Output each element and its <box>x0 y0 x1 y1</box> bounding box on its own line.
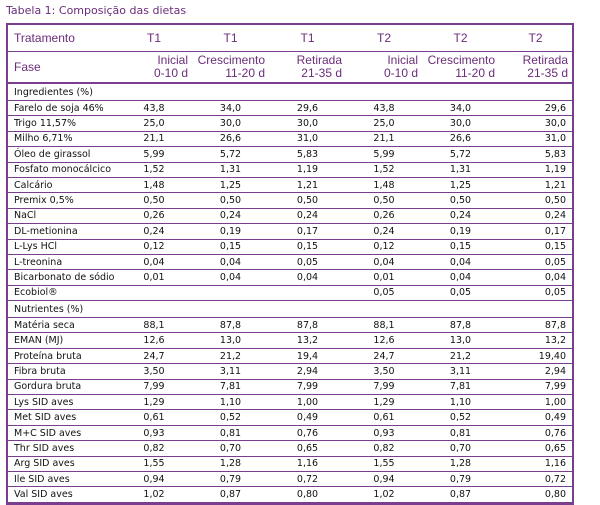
table-cell: 0,04 <box>192 270 269 285</box>
table-cell: 5,83 <box>269 147 346 162</box>
table-cell: 5,83 <box>499 147 572 162</box>
diet-composition-table-frame <box>6 23 574 505</box>
table-cell: 0,49 <box>499 410 572 425</box>
table-caption: Tabela 1: Composição das dietas <box>6 4 187 17</box>
table-cell: 0,93 <box>116 425 192 440</box>
table-row <box>8 318 572 333</box>
table-cell: 13,2 <box>499 333 572 348</box>
table-cell: 0,04 <box>422 270 499 285</box>
table-cell: 5,99 <box>346 147 422 162</box>
row-label: L-treonina <box>8 254 116 269</box>
phase-name: Crescimento <box>427 53 495 67</box>
phase-period: 21-35 d <box>527 66 568 80</box>
table-cell: 30,0 <box>499 116 572 131</box>
table-cell: 1,19 <box>269 162 346 177</box>
table-cell: 34,0 <box>192 101 269 116</box>
table-cell: 0,50 <box>499 193 572 208</box>
table-cell: 3,11 <box>192 364 269 379</box>
table-row <box>8 239 572 254</box>
phase-period: 11-20 d <box>455 66 495 80</box>
section-title: Nutrientes (%) <box>8 301 572 318</box>
table-row <box>8 333 572 348</box>
table-row <box>8 162 572 177</box>
table-cell: 0,81 <box>422 425 499 440</box>
table-cell: 0,80 <box>499 487 572 502</box>
table-cell: 19,40 <box>499 348 572 363</box>
table-row <box>8 101 572 116</box>
table-cell: 1,48 <box>346 177 422 192</box>
table-cell: 1,25 <box>192 177 269 192</box>
table-cell: 7,99 <box>346 379 422 394</box>
table-cell: 0,01 <box>346 270 422 285</box>
header-treatment-cell: T1 <box>269 25 346 52</box>
table-cell: 0,24 <box>422 208 499 223</box>
phase-name: Inicial <box>157 53 188 67</box>
table-cell: 12,6 <box>116 333 192 348</box>
table-cell <box>269 285 346 300</box>
table-cell: 0,50 <box>422 193 499 208</box>
table-cell: 26,6 <box>192 131 269 146</box>
row-label: Calcário <box>8 177 116 192</box>
table-cell: 0,26 <box>346 208 422 223</box>
table-cell: 0,24 <box>192 208 269 223</box>
table-cell: 1,10 <box>422 395 499 410</box>
table-cell: 19,4 <box>269 348 346 363</box>
table-row <box>8 471 572 486</box>
table-cell: 0,87 <box>192 487 269 502</box>
table-cell: 0,76 <box>499 425 572 440</box>
table-cell: 0,52 <box>422 410 499 425</box>
table-cell: 21,2 <box>192 348 269 363</box>
table-cell: 1,21 <box>269 177 346 192</box>
table-cell: 21,2 <box>422 348 499 363</box>
table-cell: 1,28 <box>422 456 499 471</box>
row-label: Trigo 11,57% <box>8 116 116 131</box>
table-cell: 0,24 <box>499 208 572 223</box>
table-cell: 24,7 <box>346 348 422 363</box>
table-cell: 7,81 <box>422 379 499 394</box>
table-cell: 0,52 <box>192 410 269 425</box>
header-treatment-cell: T1 <box>192 25 269 52</box>
table-cell: 0,82 <box>116 441 192 456</box>
table-cell: 1,21 <box>499 177 572 192</box>
table-cell: 0,15 <box>192 239 269 254</box>
table-cell: 13,2 <box>269 333 346 348</box>
table-cell: 0,05 <box>346 285 422 300</box>
table-cell <box>116 285 192 300</box>
phase-name: Retirada <box>296 53 342 67</box>
header-label-treatment: Tratamento <box>8 25 116 52</box>
row-label: Ecobiol® <box>8 285 116 300</box>
table-cell: 0,24 <box>269 208 346 223</box>
table-cell: 1,55 <box>346 456 422 471</box>
row-label: M+C SID aves <box>8 425 116 440</box>
table-cell: 0,94 <box>346 471 422 486</box>
table-cell: 1,52 <box>346 162 422 177</box>
table-cell: 29,6 <box>269 101 346 116</box>
row-label: Bicarbonato de sódio <box>8 270 116 285</box>
table-cell: 12,6 <box>346 333 422 348</box>
table-cell: 3,11 <box>422 364 499 379</box>
table-cell: 0,49 <box>269 410 346 425</box>
row-label: Ile SID aves <box>8 471 116 486</box>
row-label: Fibra bruta <box>8 364 116 379</box>
table-row <box>8 487 572 502</box>
table-cell: 1,16 <box>499 456 572 471</box>
table-cell: 30,0 <box>422 116 499 131</box>
table-cell: 0,04 <box>499 270 572 285</box>
table-cell: 2,94 <box>499 364 572 379</box>
table-cell: 0,65 <box>499 441 572 456</box>
table-cell: 13,0 <box>192 333 269 348</box>
row-label: NaCl <box>8 208 116 223</box>
table-cell: 31,0 <box>269 131 346 146</box>
nutrients-section-header <box>8 301 572 318</box>
table-cell: 43,8 <box>116 101 192 116</box>
row-label: Arg SID aves <box>8 456 116 471</box>
header-phase-cell <box>346 52 422 84</box>
table-cell: 7,99 <box>269 379 346 394</box>
ingredients-section-header <box>8 83 572 101</box>
table-cell: 87,8 <box>192 318 269 333</box>
row-label: L-Lys HCl <box>8 239 116 254</box>
header-treatment-cell: T2 <box>499 25 572 52</box>
table-cell: 1,48 <box>116 177 192 192</box>
table-cell: 1,29 <box>346 395 422 410</box>
diet-composition-table <box>8 25 572 503</box>
phase-name: Crescimento <box>197 53 265 67</box>
table-cell: 0,05 <box>499 254 572 269</box>
table-cell: 0,04 <box>269 270 346 285</box>
table-cell: 34,0 <box>422 101 499 116</box>
row-label: Met SID aves <box>8 410 116 425</box>
table-cell: 88,1 <box>116 318 192 333</box>
table-row <box>8 441 572 456</box>
phase-name: Retirada <box>522 53 568 67</box>
table-cell: 1,31 <box>192 162 269 177</box>
header-phase-cell <box>116 52 192 84</box>
table-row <box>8 116 572 131</box>
phase-period: 0-10 d <box>153 66 188 80</box>
header-label-phase: Fase <box>8 52 116 84</box>
row-label: Gordura bruta <box>8 379 116 394</box>
table-cell: 43,8 <box>346 101 422 116</box>
table-cell: 30,0 <box>269 116 346 131</box>
table-cell: 0,65 <box>269 441 346 456</box>
table-cell: 0,17 <box>269 224 346 239</box>
table-cell: 0,19 <box>192 224 269 239</box>
table-cell: 0,50 <box>192 193 269 208</box>
table-cell: 1,10 <box>192 395 269 410</box>
table-cell: 0,15 <box>269 239 346 254</box>
table-row <box>8 208 572 223</box>
table-row <box>8 395 572 410</box>
table-row <box>8 147 572 162</box>
row-label: DL-metionina <box>8 224 116 239</box>
table-cell: 0,12 <box>116 239 192 254</box>
table-cell: 3,50 <box>116 364 192 379</box>
table-cell: 0,61 <box>346 410 422 425</box>
table-cell: 24,7 <box>116 348 192 363</box>
table-cell <box>192 285 269 300</box>
table-row <box>8 177 572 192</box>
row-label: Fosfato monocálcico <box>8 162 116 177</box>
header-phase-cell <box>192 52 269 84</box>
table-cell: 5,72 <box>192 147 269 162</box>
table-cell: 0,61 <box>116 410 192 425</box>
table-cell: 0,50 <box>346 193 422 208</box>
table-cell: 30,0 <box>192 116 269 131</box>
table-row <box>8 456 572 471</box>
table-row <box>8 364 572 379</box>
table-cell: 0,05 <box>269 254 346 269</box>
table-cell: 0,04 <box>116 254 192 269</box>
table-cell: 1,25 <box>422 177 499 192</box>
table-cell: 0,04 <box>346 254 422 269</box>
phase-name: Inicial <box>387 53 418 67</box>
table-cell: 26,6 <box>422 131 499 146</box>
header-treatment-cell: T2 <box>346 25 422 52</box>
table-cell: 0,04 <box>192 254 269 269</box>
table-row <box>8 285 572 300</box>
table-cell: 0,94 <box>116 471 192 486</box>
table-cell: 0,24 <box>346 224 422 239</box>
table-row <box>8 193 572 208</box>
table-cell: 1,00 <box>269 395 346 410</box>
header-row-phase <box>8 52 572 84</box>
table-cell: 0,15 <box>422 239 499 254</box>
row-label: Val SID aves <box>8 487 116 502</box>
table-cell: 1,00 <box>499 395 572 410</box>
table-cell: 87,8 <box>499 318 572 333</box>
table-cell: 0,72 <box>269 471 346 486</box>
table-cell: 1,02 <box>346 487 422 502</box>
row-label: Lys SID aves <box>8 395 116 410</box>
row-label: Thr SID aves <box>8 441 116 456</box>
table-cell: 0,17 <box>499 224 572 239</box>
table-row <box>8 254 572 269</box>
table-cell: 0,15 <box>499 239 572 254</box>
header-treatment-cell: T1 <box>116 25 192 52</box>
table-cell: 88,1 <box>346 318 422 333</box>
table-cell: 0,04 <box>422 254 499 269</box>
row-label: Óleo de girassol <box>8 147 116 162</box>
table-cell: 0,50 <box>116 193 192 208</box>
table-cell: 0,93 <box>346 425 422 440</box>
table-cell: 0,76 <box>269 425 346 440</box>
table-cell: 2,94 <box>269 364 346 379</box>
table-cell: 7,99 <box>499 379 572 394</box>
table-row <box>8 270 572 285</box>
table-cell: 0,26 <box>116 208 192 223</box>
table-cell: 0,12 <box>346 239 422 254</box>
table-cell: 0,70 <box>192 441 269 456</box>
header-phase-cell <box>499 52 572 84</box>
table-cell: 1,31 <box>422 162 499 177</box>
header-treatment-cell: T2 <box>422 25 499 52</box>
header-phase-cell <box>269 52 346 84</box>
table-cell: 0,19 <box>422 224 499 239</box>
row-label: Farelo de soja 46% <box>8 101 116 116</box>
table-cell: 0,79 <box>192 471 269 486</box>
table-cell: 0,82 <box>346 441 422 456</box>
table-row <box>8 425 572 440</box>
table-cell: 0,80 <box>269 487 346 502</box>
table-cell: 1,52 <box>116 162 192 177</box>
table-cell: 31,0 <box>499 131 572 146</box>
table-cell: 0,72 <box>499 471 572 486</box>
table-cell: 21,1 <box>116 131 192 146</box>
row-label: Matéria seca <box>8 318 116 333</box>
table-cell: 1,16 <box>269 456 346 471</box>
table-cell: 1,02 <box>116 487 192 502</box>
phase-period: 21-35 d <box>301 66 342 80</box>
table-cell: 0,87 <box>422 487 499 502</box>
table-cell: 0,05 <box>422 285 499 300</box>
table-cell: 25,0 <box>346 116 422 131</box>
table-cell: 1,19 <box>499 162 572 177</box>
table-cell: 87,8 <box>422 318 499 333</box>
row-label: Premix 0,5% <box>8 193 116 208</box>
table-cell: 0,70 <box>422 441 499 456</box>
table-cell: 29,6 <box>499 101 572 116</box>
table-cell: 13,0 <box>422 333 499 348</box>
table-cell: 3,50 <box>346 364 422 379</box>
table-cell: 7,81 <box>192 379 269 394</box>
table-cell: 0,81 <box>192 425 269 440</box>
table-cell: 1,29 <box>116 395 192 410</box>
table-cell: 7,99 <box>116 379 192 394</box>
table-cell: 25,0 <box>116 116 192 131</box>
table-cell: 1,28 <box>192 456 269 471</box>
table-cell: 0,50 <box>269 193 346 208</box>
row-label: Proteína bruta <box>8 348 116 363</box>
table-cell: 0,01 <box>116 270 192 285</box>
table-cell: 0,79 <box>422 471 499 486</box>
table-cell: 0,05 <box>499 285 572 300</box>
table-row <box>8 224 572 239</box>
table-row <box>8 131 572 146</box>
table-cell: 0,24 <box>116 224 192 239</box>
table-cell: 1,55 <box>116 456 192 471</box>
row-label: Milho 6,71% <box>8 131 116 146</box>
phase-period: 0-10 d <box>383 66 418 80</box>
table-cell: 5,99 <box>116 147 192 162</box>
table-row <box>8 410 572 425</box>
row-label: EMAN (MJ) <box>8 333 116 348</box>
table-row <box>8 379 572 394</box>
phase-period: 11-20 d <box>225 66 265 80</box>
table-cell: 5,72 <box>422 147 499 162</box>
table-cell: 87,8 <box>269 318 346 333</box>
header-phase-cell <box>422 52 499 84</box>
header-row-treatment <box>8 25 572 52</box>
table-row <box>8 348 572 363</box>
table-cell: 21,1 <box>346 131 422 146</box>
section-title: Ingredientes (%) <box>8 83 572 101</box>
